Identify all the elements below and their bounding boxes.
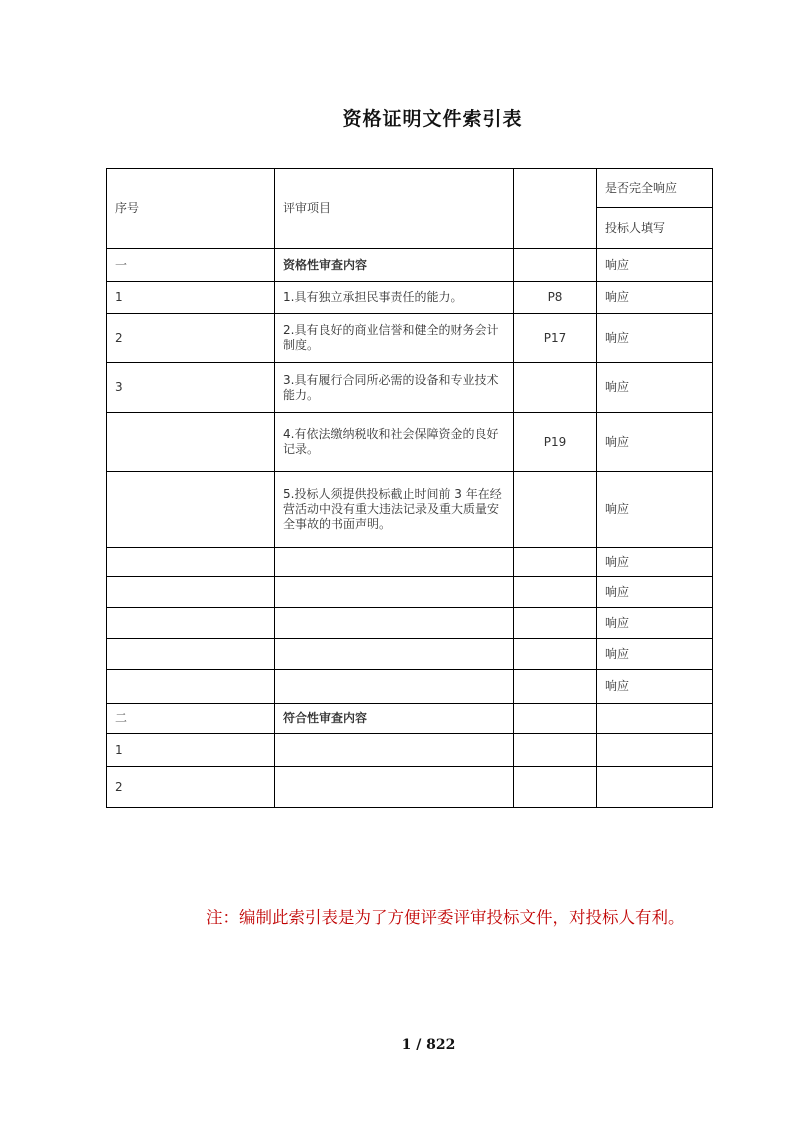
row-no bbox=[107, 608, 275, 639]
table-row bbox=[107, 472, 713, 548]
table-row bbox=[107, 608, 713, 639]
row-item bbox=[275, 767, 514, 808]
row-page: P8 bbox=[514, 282, 597, 314]
row-no bbox=[107, 413, 275, 472]
table-row bbox=[107, 734, 713, 767]
row-response: 响应 bbox=[597, 639, 713, 670]
row-item bbox=[275, 734, 514, 767]
row-response bbox=[597, 734, 713, 767]
row-no: 1 bbox=[107, 282, 275, 314]
row-no bbox=[107, 639, 275, 670]
row-page: P17 bbox=[514, 314, 597, 363]
header-response-top: 是否完全响应 bbox=[597, 169, 713, 208]
row-item bbox=[275, 548, 514, 577]
row-page bbox=[514, 608, 597, 639]
row-item bbox=[275, 608, 514, 639]
row-response bbox=[597, 767, 713, 808]
table-row bbox=[107, 704, 713, 734]
row-item: 4.有依法缴纳税收和社会保障资金的良好记录。 bbox=[275, 413, 514, 472]
header-item: 评审项目 bbox=[275, 169, 514, 249]
row-response: 响应 bbox=[597, 249, 713, 282]
row-no bbox=[107, 548, 275, 577]
row-no: 2 bbox=[107, 767, 275, 808]
row-page bbox=[514, 734, 597, 767]
row-item bbox=[275, 670, 514, 704]
row-page bbox=[514, 670, 597, 704]
page-number: 1 / 822 bbox=[401, 1037, 456, 1053]
row-page bbox=[514, 363, 597, 413]
row-item bbox=[275, 639, 514, 670]
row-item: 5.投标人须提供投标截止时间前 3 年在经营活动中没有重大违法记录及重大质量安全事故的书面声明。 bbox=[275, 472, 514, 548]
row-no: 二 bbox=[107, 704, 275, 734]
table-row bbox=[107, 767, 713, 808]
row-response: 响应 bbox=[597, 282, 713, 314]
row-response: 响应 bbox=[597, 363, 713, 413]
footnote: 注：编制此索引表是为了方便评委评审投标文件，对投标人有利。 bbox=[206, 908, 685, 927]
table-row bbox=[107, 249, 713, 282]
row-no: 3 bbox=[107, 363, 275, 413]
section-title: 资格性审查内容 bbox=[275, 249, 514, 282]
row-no: 2 bbox=[107, 314, 275, 363]
table-row bbox=[107, 548, 713, 577]
row-item bbox=[275, 577, 514, 608]
document-title: 资格证明文件索引表 bbox=[342, 108, 523, 130]
table-row bbox=[107, 314, 713, 363]
row-page bbox=[514, 472, 597, 548]
table-row bbox=[107, 639, 713, 670]
row-response: 响应 bbox=[597, 608, 713, 639]
row-item: 1.具有独立承担民事责任的能力。 bbox=[275, 282, 514, 314]
header-response-bottom: 投标人填写 bbox=[597, 208, 713, 249]
row-page bbox=[514, 639, 597, 670]
row-page: P19 bbox=[514, 413, 597, 472]
table-row bbox=[107, 670, 713, 704]
row-no bbox=[107, 472, 275, 548]
table-row bbox=[107, 577, 713, 608]
row-response: 响应 bbox=[597, 413, 713, 472]
row-page bbox=[514, 767, 597, 808]
row-no bbox=[107, 670, 275, 704]
row-page bbox=[514, 704, 597, 734]
row-no: 一 bbox=[107, 249, 275, 282]
index-table bbox=[106, 168, 713, 808]
row-page bbox=[514, 249, 597, 282]
row-response bbox=[597, 704, 713, 734]
row-response: 响应 bbox=[597, 314, 713, 363]
row-response: 响应 bbox=[597, 472, 713, 548]
row-response: 响应 bbox=[597, 577, 713, 608]
row-no: 1 bbox=[107, 734, 275, 767]
row-response: 响应 bbox=[597, 670, 713, 704]
header-no: 序号 bbox=[107, 169, 275, 249]
row-item: 3.具有履行合同所必需的设备和专业技术能力。 bbox=[275, 363, 514, 413]
table-row bbox=[107, 282, 713, 314]
header-page bbox=[514, 169, 597, 249]
row-page bbox=[514, 577, 597, 608]
row-response: 响应 bbox=[597, 548, 713, 577]
table-row bbox=[107, 363, 713, 413]
table-row bbox=[107, 413, 713, 472]
row-page bbox=[514, 548, 597, 577]
header-row bbox=[107, 169, 713, 208]
row-item: 2.具有良好的商业信誉和健全的财务会计制度。 bbox=[275, 314, 514, 363]
row-no bbox=[107, 577, 275, 608]
section-title: 符合性审查内容 bbox=[275, 704, 514, 734]
